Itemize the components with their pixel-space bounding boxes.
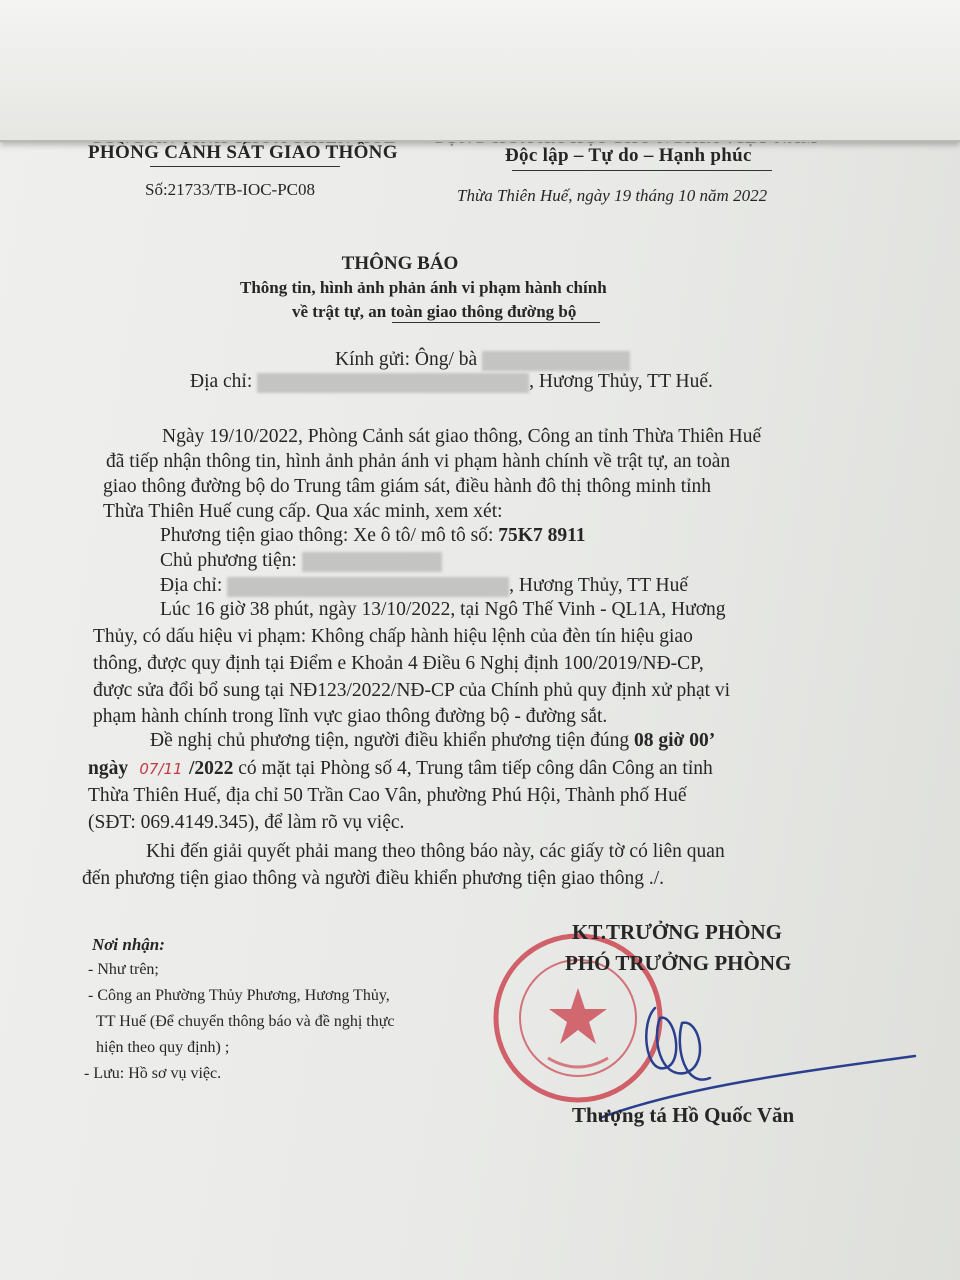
owner-address-suffix: , Hương Thủy, TT Huế (509, 575, 689, 596)
doc-number: Số:21733/TB-IOC-PC08 (145, 180, 316, 199)
p1-line-3: giao thông đường bộ do Trung tâm giám sát, điều hành đô thị thông minh tỉnh (103, 476, 712, 497)
addressee-label: Kính gửi: Ông/ bà (335, 349, 478, 370)
recipient-2: - Công an Phường Thủy Phương, Hương Thủy, (88, 987, 390, 1004)
doc-title: THÔNG BÁO (341, 253, 459, 274)
handwritten-date: 07/11 (139, 760, 183, 778)
p2-line-3: thông, được quy định tại Điểm e Khoản 4 Điều 6 Nghị định 100/2019/NĐ-CP, (93, 653, 704, 674)
day-label: ngày (88, 758, 129, 779)
recipients-heading: Nơi nhận: (92, 935, 165, 954)
address-label: Địa chỉ: (190, 371, 253, 392)
signer-role-2: PHÓ TRƯỞNG PHÒNG (565, 951, 792, 975)
recipient-2-cont-1: TT Huế (Để chuyển thông báo và đề nghị thực (96, 1013, 395, 1030)
motto-underline (512, 170, 772, 171)
p2-line-2: Thủy, có dấu hiệu vi phạm: Không chấp hành hiệu lệnh của đèn tín hiệu giao (93, 626, 693, 647)
p4-line-2: đến phương tiện giao thông và người điều khiển phương tiện giao thông ./. (82, 868, 665, 889)
signer-role-1: KT.TRƯỞNG PHÒNG (572, 920, 782, 944)
redacted-owner (302, 552, 442, 572)
p3-line-2 (88, 754, 713, 784)
p3-line-3: Thừa Thiên Huế, địa chỉ 50 Trần Cao Vân, phường Phú Hội, Thành phố Huế (88, 785, 687, 806)
p1-line-2: đã tiếp nhận thông tin, hình ảnh phản ánh vi phạm hành chính về trật tự, an toàn (106, 451, 731, 472)
subtitle-underline (392, 322, 600, 323)
signer-name: Thượng tá Hồ Quốc Văn (572, 1103, 795, 1127)
p3-request-text: Đề nghị chủ phương tiện, người điều khiển phương tiện đúng (150, 730, 634, 751)
owner-label: Chủ phương tiện: (160, 550, 297, 571)
redacted-owner-address (227, 577, 509, 597)
recipient-1: - Như trên; (88, 961, 159, 978)
doc-subtitle-1: Thông tin, hình ảnh phản ánh vi phạm hành chính (240, 278, 607, 297)
p4-line-1: Khi đến giải quyết phải mang theo thông báo này, các giấy tờ có liên quan (146, 841, 725, 862)
recipient-3: - Lưu: Hồ sơ vụ việc. (84, 1065, 222, 1082)
org-underline (150, 166, 340, 167)
appointment-time: 08 giờ 00’ (634, 730, 716, 751)
top-sheet-edge (0, 0, 960, 142)
recipient-2-cont-2: hiện theo quy định) ; (96, 1039, 230, 1056)
p1-line-4: Thừa Thiên Huế cung cấp. Qua xác minh, xem xét: (103, 501, 503, 522)
address-suffix: , Hương Thủy, TT Huế. (529, 371, 713, 392)
p2-line-4: được sửa đổi bổ sung tại NĐ123/2022/NĐ-CP của Chính phủ quy định xử phạt vi (93, 680, 731, 701)
doc-subtitle-2: về trật tự, an toàn giao thông đường bộ (292, 302, 577, 321)
p3-line-1 (150, 726, 715, 755)
org-name: PHÒNG CẢNH SÁT GIAO THÔNG (88, 142, 398, 163)
p3-location-text: có mặt tại Phòng số 4, Trung tâm tiếp công dân Công an tỉnh (233, 758, 713, 779)
p2-line-1: Lúc 16 giờ 38 phút, ngày 13/10/2022, tại Ngô Thế Vinh - QL1A, Hương (160, 599, 726, 620)
p1-line-1: Ngày 19/10/2022, Phòng Cảnh sát giao thông, Công an tỉnh Thừa Thiên Huế (162, 426, 762, 447)
vehicle-label: Phương tiện giao thông: Xe ô tô/ mô tô số: (160, 525, 499, 546)
p2-line-5: phạm hành chính trong lĩnh vực giao thông đường bộ - đường sắt. (93, 706, 608, 727)
place-date: Thừa Thiên Huế, ngày 19 tháng 10 năm 2022 (457, 186, 768, 205)
motto: Độc lập – Tự do – Hạnh phúc (505, 145, 752, 166)
appointment-year: /2022 (188, 758, 234, 779)
address-line (190, 367, 713, 396)
owner-address-label: Địa chỉ: (160, 575, 223, 596)
redacted-address (257, 373, 529, 393)
document-page (0, 120, 960, 1280)
p3-line-4: (SĐT: 069.4149.345), để làm rõ vụ việc. (88, 812, 405, 833)
vehicle-plate: 75K7 8911 (498, 525, 586, 546)
